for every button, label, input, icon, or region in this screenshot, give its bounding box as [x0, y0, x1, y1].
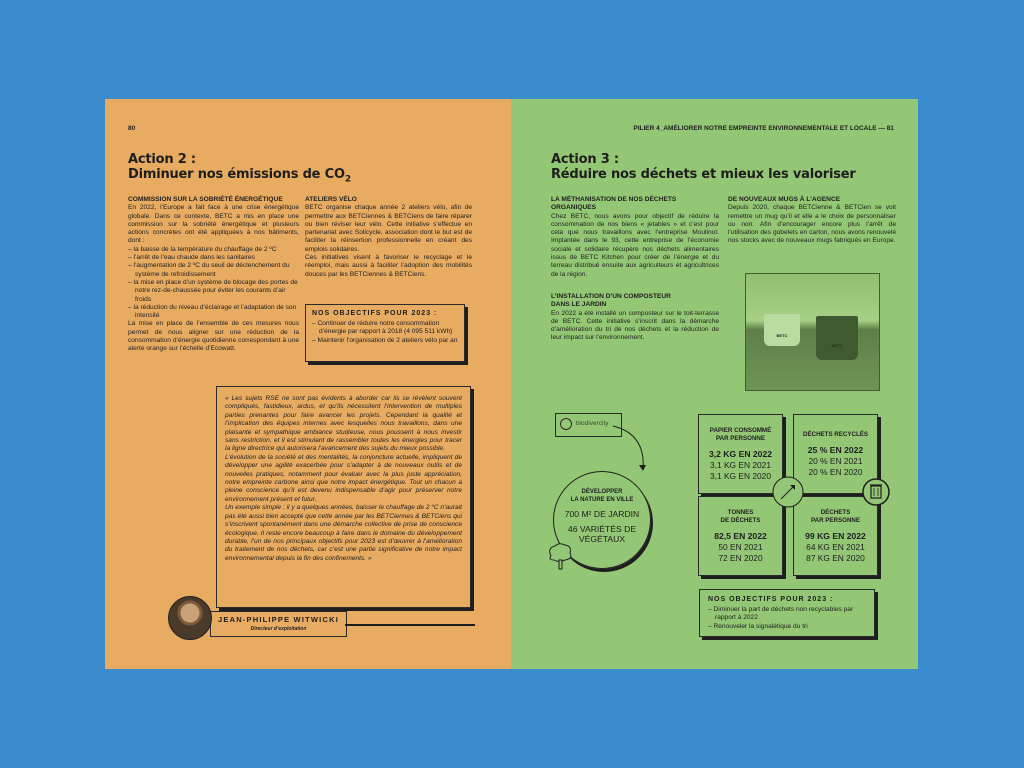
circle-label: DÉVELOPPER [581, 489, 623, 495]
ateliers-heading: ATELIERS VÉLO [305, 196, 357, 203]
commission-heading: COMMISSION SUR LA SOBRIÉTÉ ÉNERGÉTIQUE [128, 196, 283, 203]
stat-value-2022: 3,2 KG EN 2022 [708, 449, 773, 459]
stat-value-2021: 3,1 KG EN 2021 [710, 460, 771, 470]
stat-label: DÉCHETS RECYCLÉS [803, 431, 868, 438]
mugs-photo [745, 273, 880, 391]
stat-value-2022: 82,5 EN 2022 [714, 531, 767, 541]
stat-label: PAPIER CONSOMMÉ PAR PERSONNE [709, 427, 772, 442]
right-objectives-box [699, 589, 875, 637]
quote-p2: L’évolution de la société et des mentalités, la conjoncture actuelle, impliquent de développer une agilité exacerbée pour s’adapter à de nouveaux outils et de nouvelles pratiques, notamment pour évaluer avec la plus juste appréciation, notre empreinte carbone ainsi que notre impact énergétique. Tout un chacun a pleine conscience qu’il est devenu indispensable d’agir pour préserver notre environnement présent et futur. [225, 453, 462, 503]
author-role: Directeur d’exploitation [250, 626, 307, 632]
plant-varieties-stat-2: VÉGÉTAUX [578, 534, 626, 544]
stat-value-2020: 3,1 KG EN 2020 [710, 470, 771, 481]
title-line1: Action 3 : [551, 152, 619, 167]
curved-arrow-icon [611, 424, 651, 474]
ateliers-p1: BETC organise chaque année 2 ateliers vélo, afin de permettre aux BETCiennes & BETCiens de faire réparer ou bien réviser leur vélo. Cette initiative s’effectue en partenariat avec Solicycle, association dont le but est de faciliter la réinsertion professionnelle en créant des emplois solidaires. [305, 204, 472, 253]
action-3-title [551, 152, 881, 182]
recycle-bin-icon [859, 476, 893, 508]
stat-value-2021: 64 KG EN 2021 [806, 542, 865, 552]
plant-varieties-stat: 46 VARIÉTÉS DE [567, 524, 637, 534]
running-head: PILIER 4_AMÉLIORER NOTRE EMPREINTE ENVIRONNEMENTALE ET LOCALE — 81 [633, 125, 894, 132]
right-page [511, 99, 918, 669]
objective-item: – Renouveler la signalétique du tri [708, 622, 808, 630]
commission-section [128, 196, 299, 354]
mugs-heading: DE NOUVEAUX MUGS À L’AGENCE [728, 196, 841, 203]
page-number: 80 [128, 125, 136, 132]
ateliers-p2: Ces initiatives visent à favoriser le recyclage et le réemploi, mais aussi à faciliter l’adoption des mobilités douces par les BETCiennes & BETCiens. [305, 254, 472, 278]
author-card [210, 611, 347, 637]
quote-box [216, 386, 471, 608]
methanisation-heading: LA MÉTHANISATION DE NOS DÉCHETS ORGANIQUES [551, 196, 677, 212]
objectives-heading: NOS OBJECTIFS POUR 2023 : [708, 596, 834, 603]
circle-label-2: LA NATURE EN VILLE [570, 497, 634, 503]
objectives-heading: NOS OBJECTIFS POUR 2023 : [312, 310, 438, 317]
list-item: – la réduction du niveau d’éclairage et l’adaptation de son intensité [128, 303, 297, 320]
left-page [105, 99, 511, 669]
commission-list [128, 246, 299, 321]
objective-item: – Diminuer la part de déchets non recyclables par rapport à 2022 [708, 606, 854, 622]
mugs-text: Depuis 2020, chaque BETCienne & BETCien se voit remettre un mug qu’il et elle a le choix de personnaliser ou non. Afin d’encourager encore plus l’arrêt de l’utilisation des gobelets en carton, nous avons renouvelé nos stocks avec de nouveaux mugs fabriqués en Europe. [728, 204, 896, 245]
objective-item: – Maintenir l’organisation de 2 ateliers vélo par an [312, 336, 458, 344]
title-line2: Réduire nos déchets et mieux les valoriser [551, 167, 856, 182]
arrow-circle-icon [771, 475, 805, 509]
composteur-section [551, 293, 719, 343]
action-2-title [128, 152, 428, 188]
list-item: – l’augmentation de 2 ºC du seuil de déclenchement du système de refroidissement [128, 262, 290, 278]
divider [345, 624, 475, 626]
composteur-text: En 2022 a été installé un composteur sur le toit-terrasse de BETC. Cette initiative s’inscrit dans la démarche d’amélioration du tri de nos déchets et la réduction de leur impact sur l’environnement. [551, 309, 719, 342]
leaf-icon [560, 418, 572, 430]
commission-intro: En 2022, l’Europe a fait face à une crise énergétique globale. Dans ce contexte, BETC a mis en place une commission sur la sobriété énergétique et plusieurs actions concrètes ont été appliquées à nos bâtiments, dont : [128, 204, 299, 245]
quote-p3: Un exemple simple : il y a quelques années, baisser le chauffage de 2 ºC n’aurait pas été aussi bien accepté que cette année par les BETCiennes & BETCiens qui s’inscrivent spontanément dans une démarche collective de prise de conscience écologique. Il reste encore beaucoup à faire dans le domaine du développement durable, l’un de nos principaux objectifs pour 2023 est d’œuvrer à l’amélioration du traitement de nos déchets, car c’est une partie significative de notre impact environnemental depuis la fin des confinements. » [225, 504, 462, 562]
quote-p1: « Les sujets RSE ne sont pas évidents à aborder car ils se révèlent souvent compliqués, fastidieux, ardus, et qu’ils nécessitent l’intervention de multiples parties prenantes pour faire avancer les projets. Cependant la qualité et l’implication des équipes internes avec lesquelles nous travaillons, dans une plaisante et sympathique ambiance studieuse, nous poussent à nous investir sans restriction, et il est stimulant de rassembler toutes les énergies pour tracer la ligne directrice qui autorisera l’avancement des sujets du mieux possible. [225, 395, 462, 453]
testimonial-quote [225, 395, 462, 563]
mug-icon: BETC [764, 314, 800, 346]
list-item: – la mise en place d’un système de blocage des portes de notre rez-de-chaussée pour éviter les courants d’air froids [128, 278, 298, 303]
list-item: – la baisse de la température du chauffage de 2 ºC [128, 245, 277, 253]
stat-label: DÉCHETS PAR PERSONNE [810, 509, 861, 524]
stat-card-waste-per-person [793, 496, 878, 576]
tree-icon [547, 542, 573, 572]
stat-value-2020: 87 KG EN 2020 [806, 552, 865, 563]
left-objectives-box [305, 304, 465, 362]
list-item: – l’arrêt de l’eau chaude dans les sanitaires [128, 254, 255, 262]
commission-outro: La mise en place de l’ensemble de ces mesures nous permet de nous aligner sur une réduction de la consommation d’énergie quotidienne correspondant à une alerte orange sur l’échelle d’Ecowatt. [128, 320, 299, 353]
stat-value-2020: 20 % EN 2020 [808, 466, 863, 477]
stat-value-2022: 99 KG EN 2022 [805, 531, 866, 541]
author-name: JEAN-PHILIPPE WITWICKI [218, 615, 339, 624]
composteur-heading-2: DANS LE JARDIN [551, 301, 607, 309]
title-line1: Action 2 : [128, 152, 196, 167]
title-line2: Diminuer nos émissions de $CO_2$ [128, 167, 351, 185]
mug-icon: BETC [816, 316, 858, 360]
stat-label: TONNES DE DÉCHETS [720, 509, 761, 524]
mugs-section [728, 196, 896, 246]
stat-value-2021: 20 % EN 2021 [808, 456, 863, 466]
garden-area-stat: 700 M² DE JARDIN [564, 509, 640, 519]
composteur-heading: L’INSTALLATION D’UN COMPOSTEUR [551, 293, 671, 300]
stat-value-2020: 72 EN 2020 [718, 552, 763, 563]
methanisation-text: Chez BETC, nous avons pour objectif de réduire la consommation de nos biens « jetables » et c’est pour cela que nous travaillons avec l’entreprise Moulinot. Implantée dans le 93, cette entreprise de l’économie sociale et solidaire récupère nos déchets alimentaires issus de BETC Kitchen pour créer de l’énergie et du terreau distribué ensuite aux agriculteurs et agricultrices de la région. [551, 212, 719, 278]
author-avatar [168, 596, 212, 640]
stat-value-2021: 50 EN 2021 [718, 542, 763, 552]
stat-value-2022: 25 % EN 2022 [807, 445, 864, 455]
objective-item: – Continuer de réduire notre consommation d’énergie par rapport à 2018 (4 095 511 kWh) [312, 320, 453, 336]
ateliers-section [305, 196, 472, 279]
methanisation-section [551, 196, 719, 279]
logo-text: biodivercity [576, 420, 609, 427]
